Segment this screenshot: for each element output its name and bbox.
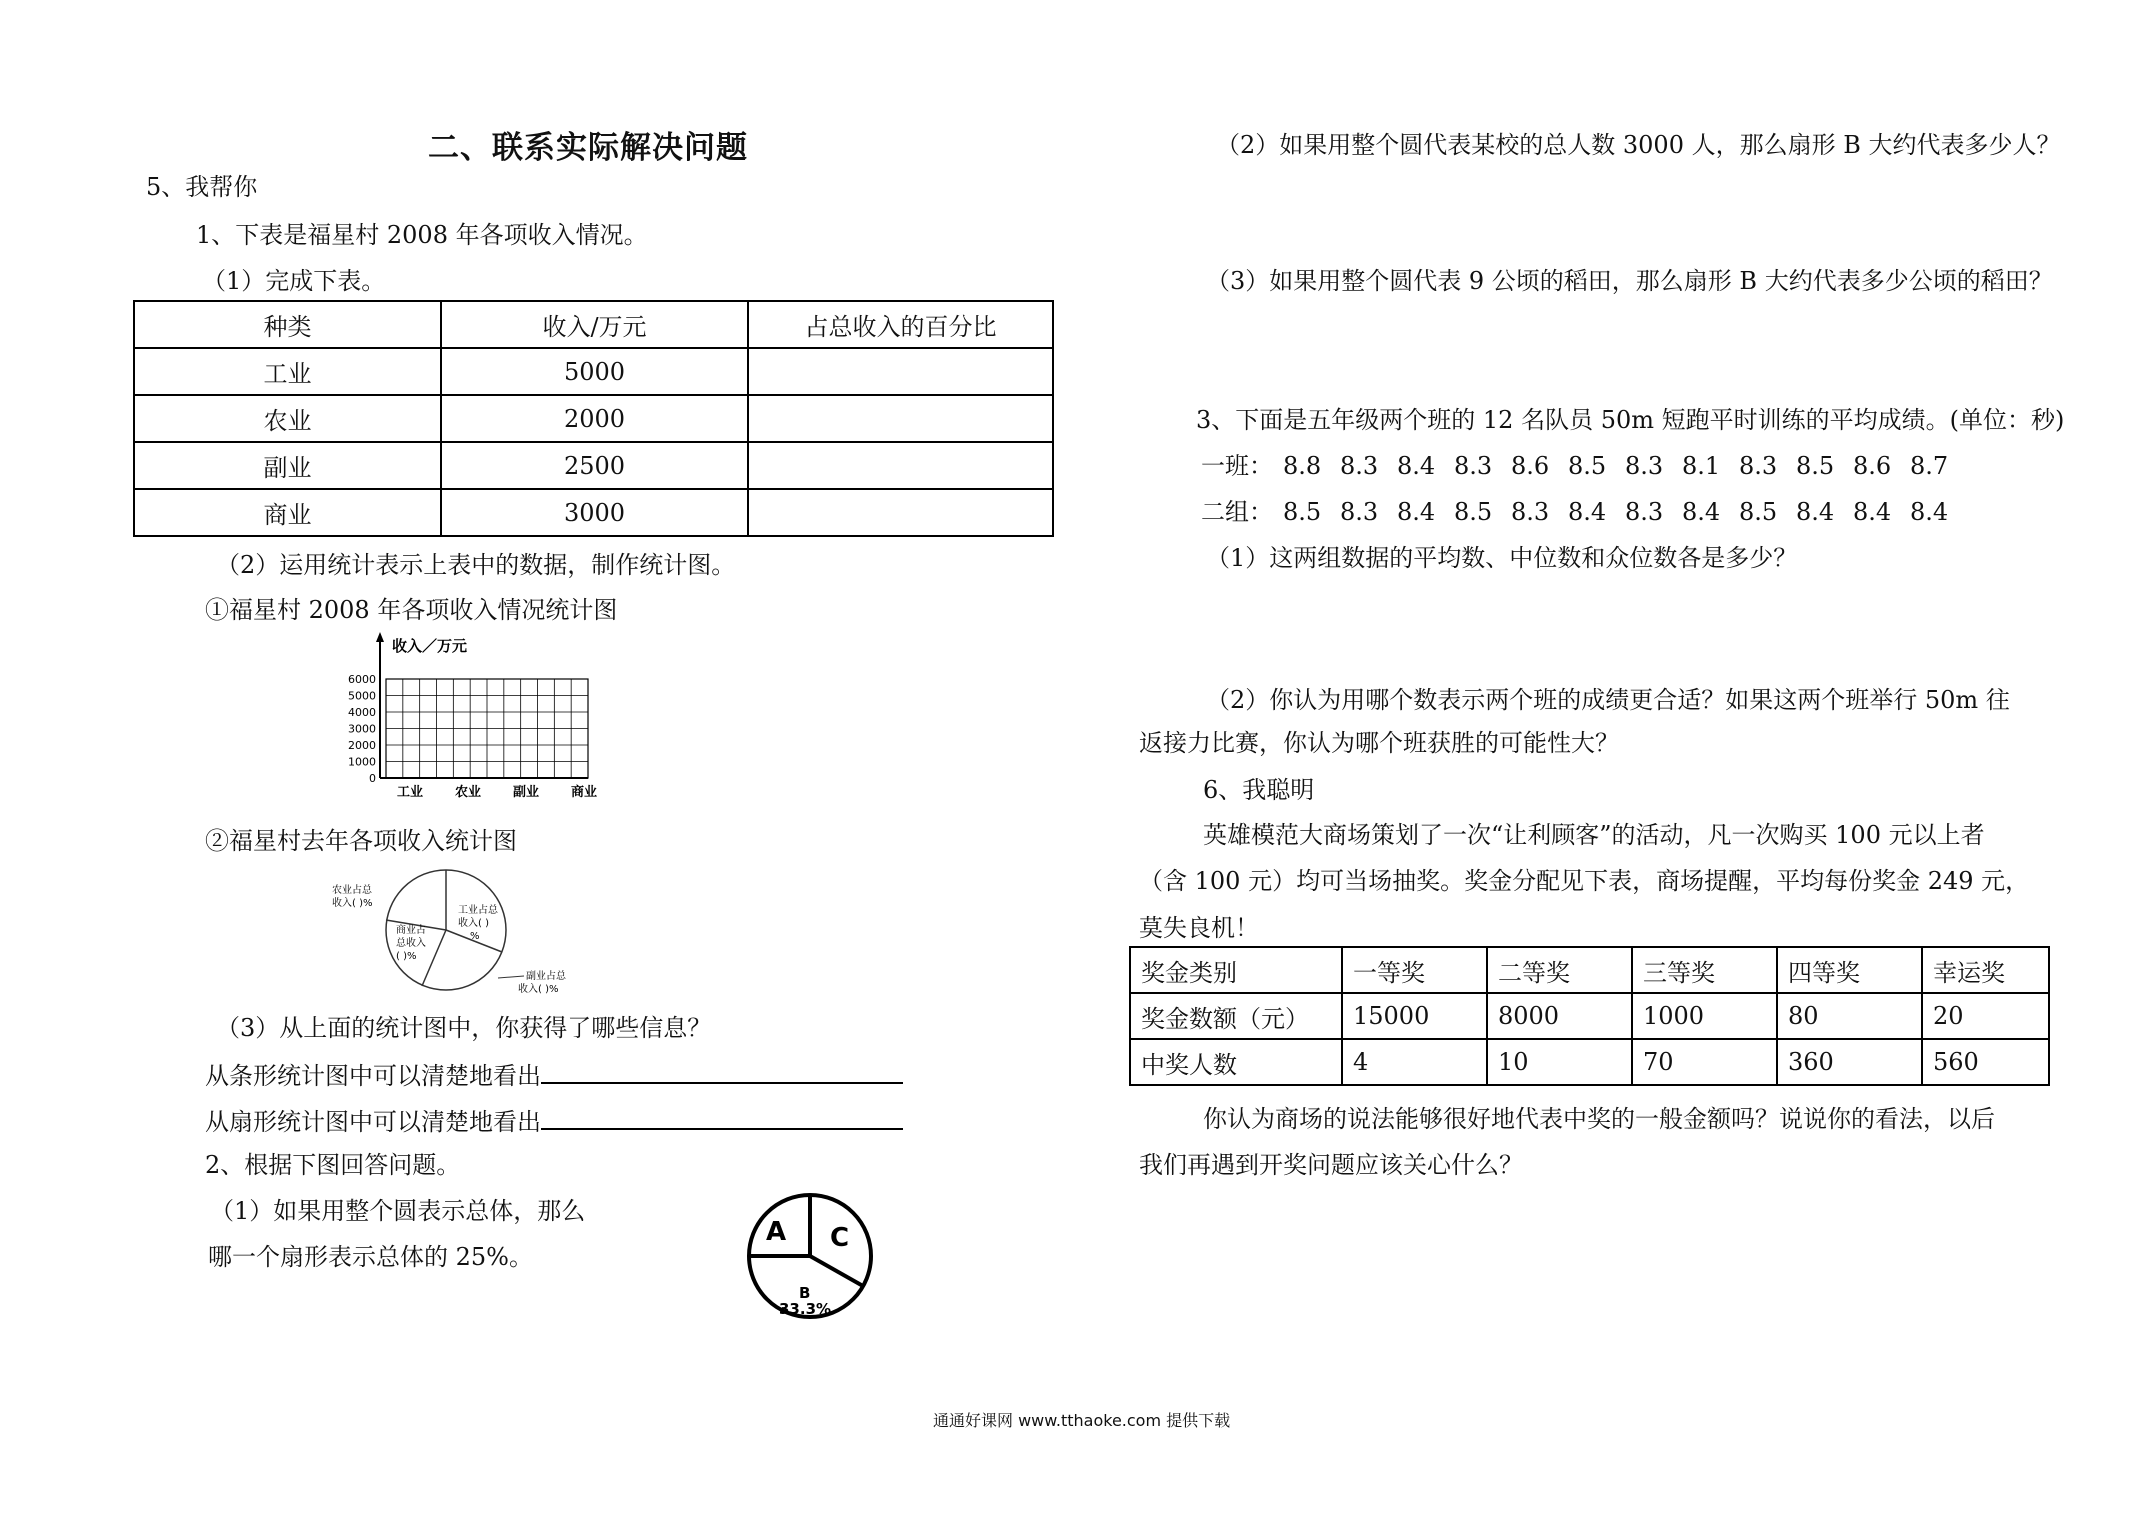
table-cell: 15000 — [1342, 993, 1487, 1039]
table-cell: 5000 — [441, 348, 748, 395]
table-cell: 副业 — [134, 442, 441, 489]
y-axis-label: 收入／万元 — [392, 637, 468, 655]
fill-pie-prompt: 从扇形统计图中可以清楚地看出 — [205, 1108, 541, 1136]
abc-pie-divider — [810, 1256, 863, 1286]
question-3: 3、下面是五年级两个班的 12 名队员 50m 短跑平时训练的平均成绩。(单位：秒) — [1196, 406, 2065, 434]
class1-score: 8.3 — [1454, 452, 1493, 480]
question-5-1-1: （1）完成下表。 — [202, 267, 386, 295]
table-cell: 二等奖 — [1487, 947, 1632, 993]
y-tick-label: 3000 — [348, 722, 376, 736]
pie-label-shangye: 商业占 — [396, 925, 426, 936]
table-cell: 560 — [1922, 1039, 2049, 1085]
class1-score: 8.4 — [1397, 452, 1436, 480]
pie-label-nongye: 农业占总 — [332, 885, 372, 896]
class2-score: 8.5 — [1454, 498, 1493, 526]
y-axis-arrow — [376, 632, 384, 642]
table-cell: 工业 — [134, 348, 441, 395]
pie-label-gongye: 收入( ) — [458, 918, 489, 929]
x-category-label: 农业 — [454, 785, 482, 800]
y-tick-label: 2000 — [348, 739, 376, 752]
x-category-label: 副业 — [512, 785, 540, 800]
class1-score: 8.8 — [1283, 452, 1322, 480]
class2-label: 二组： — [1201, 498, 1273, 526]
class1-label: 一班： — [1201, 452, 1273, 480]
fill-bar-line — [205, 1058, 903, 1091]
sector-b-percent: 33.3% — [779, 1300, 832, 1318]
table-cell: 1000 — [1632, 993, 1777, 1039]
table-cell: 4 — [1342, 1039, 1487, 1085]
question-6-para: （含 100 元）均可当场抽奖。奖金分配见下表，商场提醒，平均每份奖金 249 元， — [1139, 867, 2030, 895]
class1-score: 8.1 — [1682, 452, 1721, 480]
question-6-para: 英雄模范大商场策划了一次“让利顾客”的活动，凡一次购买 100 元以上者 — [1203, 821, 1985, 849]
y-tick-label: 4000 — [348, 706, 376, 719]
question-5-1-3: （3）从上面的统计图中，你获得了哪些信息？ — [216, 1014, 712, 1042]
pie-label-fuye: 副业占总 — [526, 971, 566, 982]
table-cell: 80 — [1777, 993, 1922, 1039]
table-cell: 2500 — [441, 442, 748, 489]
class1-score: 8.6 — [1511, 452, 1550, 480]
question-6-q: 我们再遇到开奖问题应该关心什么？ — [1139, 1151, 1523, 1179]
y-tick-label: 1000 — [348, 755, 376, 769]
footer-text: 通通好课网 www.tthaoke.com 提供下载 — [933, 1411, 1231, 1430]
table-cell: 70 — [1632, 1039, 1777, 1085]
prize-table — [1129, 946, 2050, 1086]
table-header: 占总收入的百分比 — [748, 301, 1053, 348]
class1-score: 8.5 — [1568, 452, 1607, 480]
class1-score: 8.7 — [1910, 452, 1949, 480]
question-3-2a: （2）你认为用哪个数表示两个班的成绩更合适？如果这两个班举行 50m 往 — [1206, 686, 2010, 714]
pie-label-gongye: % — [470, 931, 480, 942]
pie-label-shangye: ( )% — [396, 951, 417, 962]
class2-score: 8.4 — [1910, 498, 1949, 526]
question-5-2: 2、根据下图回答问题。 — [205, 1151, 461, 1179]
table-header: 种类 — [134, 301, 441, 348]
table-cell: 2000 — [441, 395, 748, 442]
class2-score: 8.4 — [1853, 498, 1892, 526]
table-cell-blank[interactable] — [748, 395, 1053, 442]
pie-leader-line — [498, 976, 524, 978]
table-cell-blank[interactable] — [748, 348, 1053, 395]
table-cell: 中奖人数 — [1130, 1039, 1342, 1085]
sector-b-label: B — [799, 1284, 811, 1302]
abc-pie-chart — [746, 1192, 882, 1324]
question-6-para: 莫失良机！ — [1139, 914, 1259, 942]
question-2-2: （2）如果用整个圆代表某校的总人数 3000 人，那么扇形 B 大约代表多少人？ — [1216, 131, 2061, 159]
pie-label-nongye: 收入( )% — [332, 898, 373, 909]
sector-a-label: A — [766, 1217, 787, 1247]
class1-score: 8.3 — [1625, 452, 1664, 480]
question-6-q: 你认为商场的说法能够很好地代表中奖的一般金额吗？说说你的看法，以后 — [1203, 1105, 1995, 1133]
class1-score: 8.6 — [1853, 452, 1892, 480]
table-cell: 奖金类别 — [1130, 947, 1342, 993]
class2-score: 8.3 — [1511, 498, 1550, 526]
section-title: 二、联系实际解决问题 — [428, 130, 748, 166]
income-table — [133, 300, 1054, 537]
table-cell: 3000 — [441, 489, 748, 536]
table-cell: 四等奖 — [1777, 947, 1922, 993]
x-category-label: 工业 — [396, 785, 424, 800]
question-3-2b: 返接力比赛，你认为哪个班获胜的可能性大？ — [1139, 729, 1619, 757]
question-5-1-2: （2）运用统计表示上表中的数据，制作统计图。 — [216, 551, 736, 579]
bar-chart — [340, 632, 630, 802]
table-cell: 20 — [1922, 993, 2049, 1039]
pie-chart-title: ②福星村去年各项收入统计图 — [205, 827, 517, 855]
question-3-1: （1）这两组数据的平均数、中位数和众位数各是多少？ — [1206, 544, 1798, 572]
class1-score: 8.3 — [1340, 452, 1379, 480]
answer-line[interactable] — [541, 1104, 903, 1130]
pie-label-fuye: 收入( )% — [518, 984, 559, 995]
table-cell: 农业 — [134, 395, 441, 442]
sector-c-label: C — [830, 1223, 850, 1253]
question-5-2-1b: 哪一个扇形表示总体的 25%。 — [208, 1243, 533, 1271]
table-cell-blank[interactable] — [748, 489, 1053, 536]
pie-label-gongye: 工业占总 — [458, 905, 498, 916]
table-cell: 360 — [1777, 1039, 1922, 1085]
table-cell: 幸运奖 — [1922, 947, 2049, 993]
question-5: 5、我帮你 — [146, 173, 258, 201]
x-category-label: 商业 — [570, 785, 598, 800]
class2-score: 8.3 — [1340, 498, 1379, 526]
answer-line[interactable] — [541, 1058, 903, 1084]
question-5-2-1a: （1）如果用整个圆表示总体，那么 — [210, 1197, 586, 1225]
y-tick-label: 6000 — [348, 673, 376, 686]
fill-pie-line — [205, 1104, 903, 1137]
table-cell: 商业 — [134, 489, 441, 536]
table-header: 收入/万元 — [441, 301, 748, 348]
income-pie-chart — [318, 862, 588, 1000]
class2-score: 8.4 — [1568, 498, 1607, 526]
pie-label-shangye: 总收入 — [396, 938, 426, 949]
question-2-3: （3）如果用整个圆代表 9 公顷的稻田，那么扇形 B 大约代表多少公顷的稻田？ — [1206, 267, 2053, 295]
class1-score: 8.3 — [1739, 452, 1778, 480]
class2-score: 8.3 — [1625, 498, 1664, 526]
table-cell: 10 — [1487, 1039, 1632, 1085]
y-tick-label: 5000 — [348, 689, 376, 703]
question-6: 6、我聪明 — [1203, 776, 1315, 804]
table-cell: 奖金数额（元） — [1130, 993, 1342, 1039]
class1-score: 8.5 — [1796, 452, 1835, 480]
class2-score: 8.4 — [1397, 498, 1436, 526]
fill-bar-prompt: 从条形统计图中可以清楚地看出 — [205, 1062, 541, 1090]
class2-score: 8.4 — [1682, 498, 1721, 526]
class2-score: 8.5 — [1283, 498, 1322, 526]
table-cell: 一等奖 — [1342, 947, 1487, 993]
table-cell: 8000 — [1487, 993, 1632, 1039]
class2-score: 8.4 — [1796, 498, 1835, 526]
question-5-1: 1、下表是福星村 2008 年各项收入情况。 — [196, 221, 648, 249]
y-tick-label: 0 — [369, 772, 376, 785]
class2-score: 8.5 — [1739, 498, 1778, 526]
table-cell: 三等奖 — [1632, 947, 1777, 993]
bar-chart-title: ①福星村 2008 年各项收入情况统计图 — [205, 596, 618, 624]
table-cell-blank[interactable] — [748, 442, 1053, 489]
